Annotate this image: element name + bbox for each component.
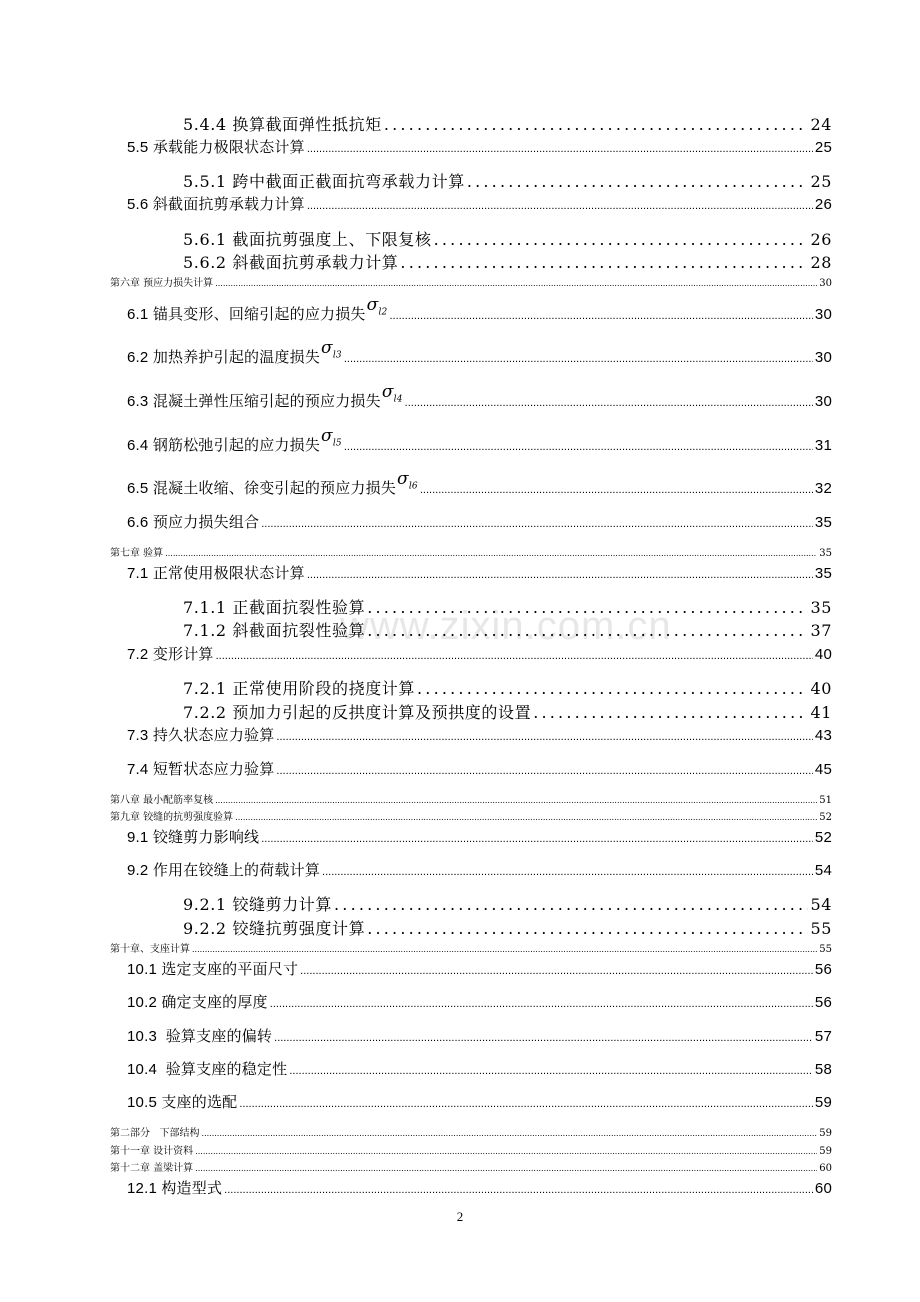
toc-leader [300, 965, 813, 977]
toc-title: 第七章 验算 [110, 548, 164, 559]
toc-entry[interactable] [183, 916, 832, 939]
toc-page: 30 [814, 349, 832, 366]
toc-page: 58 [814, 1061, 832, 1078]
toc-title: 第十章、支座计算 [110, 944, 190, 955]
toc-entry[interactable] [110, 1142, 832, 1157]
toc-leader [289, 1065, 813, 1077]
toc-leader [322, 866, 813, 878]
toc-title: 5.4.4 换算截面弹性抵抗矩 [183, 115, 382, 134]
toc-title: 10.2 确定支座的厚度 [127, 994, 268, 1011]
toc-entry[interactable] [110, 808, 832, 823]
toc-entry[interactable] [127, 426, 832, 457]
toc-page: 28 [810, 253, 832, 272]
toc-entry[interactable] [127, 382, 832, 413]
toc-page: 57 [814, 1028, 832, 1045]
toc-entry[interactable] [127, 1025, 832, 1046]
toc-page: 52 [814, 829, 832, 846]
toc-page: 41 [810, 703, 832, 722]
watermark: www.zixin.com.cn [340, 604, 672, 648]
toc-title: 10.1 选定支座的平面尺寸 [127, 961, 299, 978]
page-number: 2 [456, 1209, 464, 1224]
toc-entry[interactable] [127, 826, 832, 847]
toc-entry[interactable] [127, 724, 832, 745]
toc-page: 52 [819, 812, 832, 823]
toc-title: 5.6.2 斜截面抗剪承载力计算 [183, 253, 399, 272]
toc-title: 9.2.2 铰缝抗剪强度计算 [183, 919, 366, 938]
toc-title: 第十二章 盖梁计算 [110, 1163, 194, 1174]
toc-page: 40 [814, 646, 832, 663]
toc-entry[interactable] [127, 758, 832, 779]
toc-title: 9.2.1 铰缝剪力计算 [183, 895, 332, 914]
toc-entry[interactable] [110, 274, 832, 289]
toc-page: 30 [814, 306, 832, 323]
toc-page: 30 [814, 393, 832, 410]
toc-title: 10.5 支座的选配 [127, 1094, 238, 1111]
toc-title: 10.3 验算支座的偏转 [127, 1028, 273, 1045]
toc-entry[interactable] [127, 1058, 832, 1079]
toc-title: 7.1.2 斜截面抗裂性验算 [183, 621, 366, 640]
toc-page: 60 [819, 1163, 832, 1174]
toc-leader [235, 813, 817, 822]
toc-entry[interactable] [127, 859, 832, 880]
toc-leader [276, 731, 812, 743]
toc-page: 54 [814, 862, 832, 879]
toc-page: 55 [810, 919, 832, 938]
toc-page: 32 [814, 480, 832, 497]
sigma-symbol: $\sigma_{l6}$ [397, 469, 418, 492]
toc-page: 59 [819, 1128, 832, 1139]
toc-page: 26 [814, 196, 832, 213]
toc-entry[interactable] [127, 1091, 832, 1112]
toc-leader [274, 1032, 813, 1044]
toc-entry[interactable] [110, 1159, 832, 1174]
toc-page: 35 [810, 598, 832, 617]
toc-title: 7.2.1 正常使用阶段的挠度计算 [183, 679, 415, 698]
toc-leader [270, 998, 813, 1010]
toc-entry[interactable] [127, 991, 832, 1012]
toc-title: 7.2.2 预加力引起的反拱度计算及预拱度的设置 [183, 703, 532, 722]
toc-title: 第十一章 设计资料 [110, 1146, 194, 1157]
toc-leader [367, 598, 808, 617]
toc-leader [307, 569, 813, 581]
toc-title: 7.1 正常使用极限状态计算 [127, 565, 305, 582]
toc-title: 第二部分 下部结构 [110, 1128, 200, 1139]
toc-page: 35 [814, 514, 832, 531]
toc-title: 6.3 混凝土弹性压缩引起的预应力损失 [127, 393, 381, 410]
toc-page: 26 [810, 230, 832, 249]
toc-leader [307, 200, 813, 212]
toc-leader [344, 353, 813, 365]
toc-leader [216, 650, 813, 662]
toc-leader [367, 621, 808, 640]
sigma-symbol: $\sigma_{l5}$ [321, 426, 342, 449]
toc-entry[interactable] [127, 1177, 832, 1198]
toc-leader [307, 143, 813, 155]
toc-leader [467, 172, 809, 191]
toc-entry[interactable] [127, 643, 832, 664]
toc-title: 7.4 短暂状态应力验算 [127, 761, 275, 778]
toc-entry[interactable] [110, 1124, 832, 1139]
toc-entry[interactable] [127, 295, 832, 326]
toc-page: 56 [814, 961, 832, 978]
toc-page: 35 [819, 548, 832, 559]
toc-leader [202, 1129, 818, 1138]
toc-entry[interactable] [183, 250, 832, 273]
toc-page: 51 [819, 795, 832, 806]
toc-title: 10.4 验算支座的稳定性 [127, 1061, 288, 1078]
toc-title: 6.2 加热养护引起的温度损失 [127, 349, 321, 366]
toc-title: 12.1 构造型式 [127, 1180, 223, 1197]
toc-page: 45 [814, 761, 832, 778]
sigma-symbol: $\sigma_{l2}$ [366, 295, 388, 318]
toc-entry[interactable] [127, 511, 832, 532]
toc-title: 6.6 预应力损失组合 [127, 514, 260, 531]
toc-entry[interactable] [183, 112, 832, 135]
toc-leader [384, 115, 809, 134]
toc-entry[interactable] [183, 892, 832, 915]
toc-page: 55 [819, 944, 832, 955]
toc-page: 24 [810, 115, 832, 134]
toc-title: 5.5 承载能力极限状态计算 [127, 139, 305, 156]
toc-entry[interactable] [183, 595, 832, 618]
toc-leader [215, 279, 817, 288]
toc-leader [261, 833, 813, 845]
toc-leader [239, 1098, 813, 1110]
toc-entry[interactable] [110, 940, 832, 955]
toc-entry[interactable] [127, 136, 832, 157]
sigma-symbol: $\sigma_{l4}$ [381, 382, 403, 405]
toc-entry[interactable] [127, 338, 832, 369]
toc-page: 30 [819, 278, 832, 289]
toc-leader [334, 895, 808, 914]
toc-leader [344, 441, 813, 453]
toc-page: 37 [810, 621, 832, 640]
toc-entry[interactable] [183, 227, 832, 250]
toc-title: 第六章 预应力损失计算 [110, 278, 214, 289]
toc-page: 43 [814, 727, 832, 744]
toc-page: 56 [814, 994, 832, 1011]
toc-leader [215, 796, 817, 805]
toc-title: 7.1.1 正截面抗裂性验算 [183, 598, 366, 617]
toc-leader [367, 919, 808, 938]
toc-page: 31 [814, 437, 832, 454]
toc-leader [417, 679, 808, 698]
toc-title: 7.3 持久状态应力验算 [127, 727, 275, 744]
toc-leader [192, 945, 817, 954]
toc-leader [420, 484, 813, 496]
toc-page: 25 [810, 172, 832, 191]
toc-leader [389, 310, 812, 322]
toc-leader [405, 397, 813, 409]
toc-entry[interactable] [110, 791, 832, 806]
toc-title: 6.5 混凝土收缩、徐变引起的预应力损失 [127, 480, 397, 497]
toc-title: 5.6.1 截面抗剪强度上、下限复核 [183, 230, 432, 249]
toc-title: 第八章 最小配筋率复核 [110, 795, 214, 806]
toc-leader [434, 230, 809, 249]
toc-title: 第九章 铰缝的抗剪强度验算 [110, 812, 234, 823]
toc-leader [533, 703, 808, 722]
toc-leader [165, 549, 817, 558]
toc-entry[interactable] [183, 618, 832, 641]
sigma-symbol: $\sigma_{l3}$ [321, 338, 342, 361]
toc-title: 6.1 锚具变形、回缩引起的应力损失 [127, 306, 366, 323]
toc-title: 5.6 斜截面抗剪承载力计算 [127, 196, 305, 213]
toc-page: 35 [814, 565, 832, 582]
toc-title: 7.2 变形计算 [127, 646, 214, 663]
toc-page: 54 [810, 895, 832, 914]
toc-entry[interactable] [110, 544, 832, 559]
toc-leader [276, 765, 812, 777]
toc-leader [195, 1147, 817, 1156]
toc-entry[interactable] [183, 676, 832, 699]
toc-leader [400, 253, 808, 272]
toc-page: 25 [814, 139, 832, 156]
toc-entry[interactable] [127, 562, 832, 583]
toc-page: 60 [814, 1180, 832, 1197]
toc-leader [261, 518, 813, 530]
toc-leader [195, 1164, 817, 1173]
toc-entry[interactable] [127, 193, 832, 214]
toc-title: 9.1 铰缝剪力影响线 [127, 829, 260, 846]
toc-title: 6.4 钢筋松弛引起的应力损失 [127, 437, 321, 454]
toc-title: 5.5.1 跨中截面正截面抗弯承载力计算 [183, 172, 465, 191]
toc-page: 40 [810, 679, 832, 698]
toc-title: 9.2 作用在铰缝上的荷载计算 [127, 862, 321, 879]
toc-entry[interactable] [183, 169, 832, 192]
toc-page: 59 [814, 1094, 832, 1111]
toc-entry[interactable] [127, 958, 832, 979]
toc-page: 59 [819, 1146, 832, 1157]
toc-entry[interactable] [183, 700, 832, 723]
toc-leader [224, 1184, 813, 1196]
toc-entry[interactable] [127, 469, 832, 500]
